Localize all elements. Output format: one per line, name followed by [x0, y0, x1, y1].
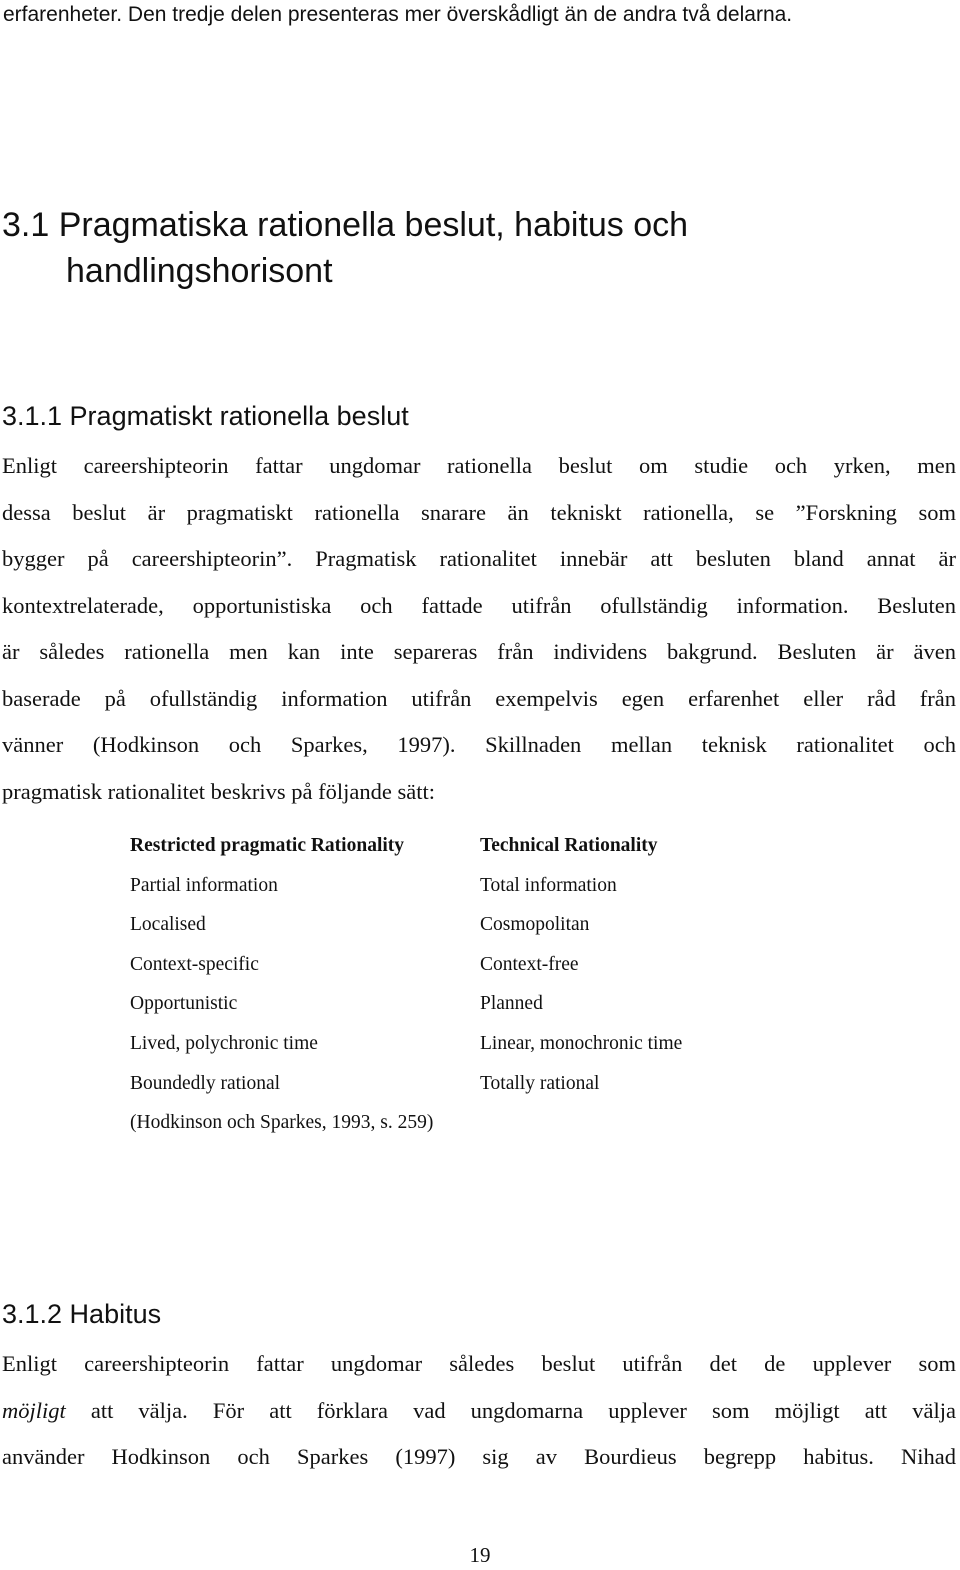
table-cell-left: Lived, polychronic time: [130, 1032, 318, 1054]
intro-line: erfarenheter. Den tredje delen presenteras mer överskådligt än de andra två delarna.: [3, 3, 793, 26]
table-cell-left: Opportunistic: [130, 993, 238, 1015]
table-citation: (Hodkinson och Sparkes, 1993, s. 259): [130, 1112, 434, 1134]
header-restricted-pragmatic: Restricted pragmatic Rationality: [130, 835, 405, 856]
table-cell-right: Planned: [480, 993, 543, 1015]
subsection-2-paragraph: [2, 1341, 956, 1481]
table-cell-left: Partial information: [130, 874, 278, 896]
section-heading-line-1: 3.1 Pragmatiska rationella beslut, habitus och: [2, 206, 689, 244]
table-row: [130, 1024, 850, 1064]
paragraph-line: vänner (Hodkinson och Sparkes, 1997). Skillnaden mellan teknisk rationalitet och: [2, 732, 956, 757]
table-cell-left: Context-specific: [130, 953, 259, 975]
table-cell-right: Total information: [480, 874, 617, 896]
table-cell-right: Totally rational: [480, 1072, 600, 1094]
paragraph-line: dessa beslut är pragmatiskt rationella snarare än tekniskt rationella, se ”Forskning som: [2, 499, 956, 525]
table-cell-right: Context-free: [480, 953, 579, 975]
table-row: [130, 984, 850, 1024]
table-row: [130, 866, 850, 906]
table-cell-right: Linear, monochronic time: [480, 1032, 683, 1054]
subsection-1-paragraph: [2, 443, 956, 815]
rationality-comparison-table: [130, 826, 850, 1143]
page-number: 19: [469, 1543, 491, 1567]
paragraph-line: Enligt careershipteorin fattar ungdomar rationella beslut om studie och yrken, men: [2, 453, 956, 478]
table-row: [130, 1064, 850, 1104]
table-row: [130, 905, 850, 945]
header-technical: Technical Rationality: [480, 835, 658, 856]
paragraph-line: bygger på careershipteorin”. Pragmatisk rationalitet innebär att besluten bland annat är: [2, 546, 956, 571]
emphasis-mojligt: möjligt: [2, 1397, 66, 1423]
table-cell-left: Boundedly rational: [130, 1072, 281, 1094]
table-row: [130, 945, 850, 985]
table-header-row: [130, 826, 850, 866]
paragraph-line: är således rationella men kan inte separeras från individens bakgrund. Besluten är även: [2, 639, 956, 664]
paragraph-line: pragmatisk rationalitet beskrivs på följande sätt:: [2, 778, 436, 804]
paragraph-line: kontextrelaterade, opportunistiska och fattade utifrån ofullständig information. Besluten: [2, 592, 956, 618]
paragraph-line: baserade på ofullständig information utifrån exempelvis egen erfarenhet eller råd från: [2, 685, 956, 711]
subsection-1-heading: 3.1.1 Pragmatiskt rationella beslut: [2, 401, 409, 431]
subsection-2-heading: 3.1.2 Habitus: [2, 1299, 162, 1329]
paragraph-line-rest: att välja. För att förklara vad ungdomarna upplever som möjligt att välja: [65, 1397, 956, 1423]
paragraph-line: använder Hodkinson och Sparkes (1997) sig av Bourdieus begrepp habitus. Nihad: [2, 1444, 956, 1469]
paragraph-line: [2, 1388, 956, 1435]
section-heading: [2, 202, 902, 294]
paragraph-line: Enligt careershipteorin fattar ungdomar således beslut utifrån det de upplever som: [2, 1351, 956, 1376]
section-heading-line-2: handlingshorisont: [66, 252, 333, 290]
table-cell-left: Localised: [130, 914, 206, 936]
table-cell-right: Cosmopolitan: [480, 914, 590, 936]
